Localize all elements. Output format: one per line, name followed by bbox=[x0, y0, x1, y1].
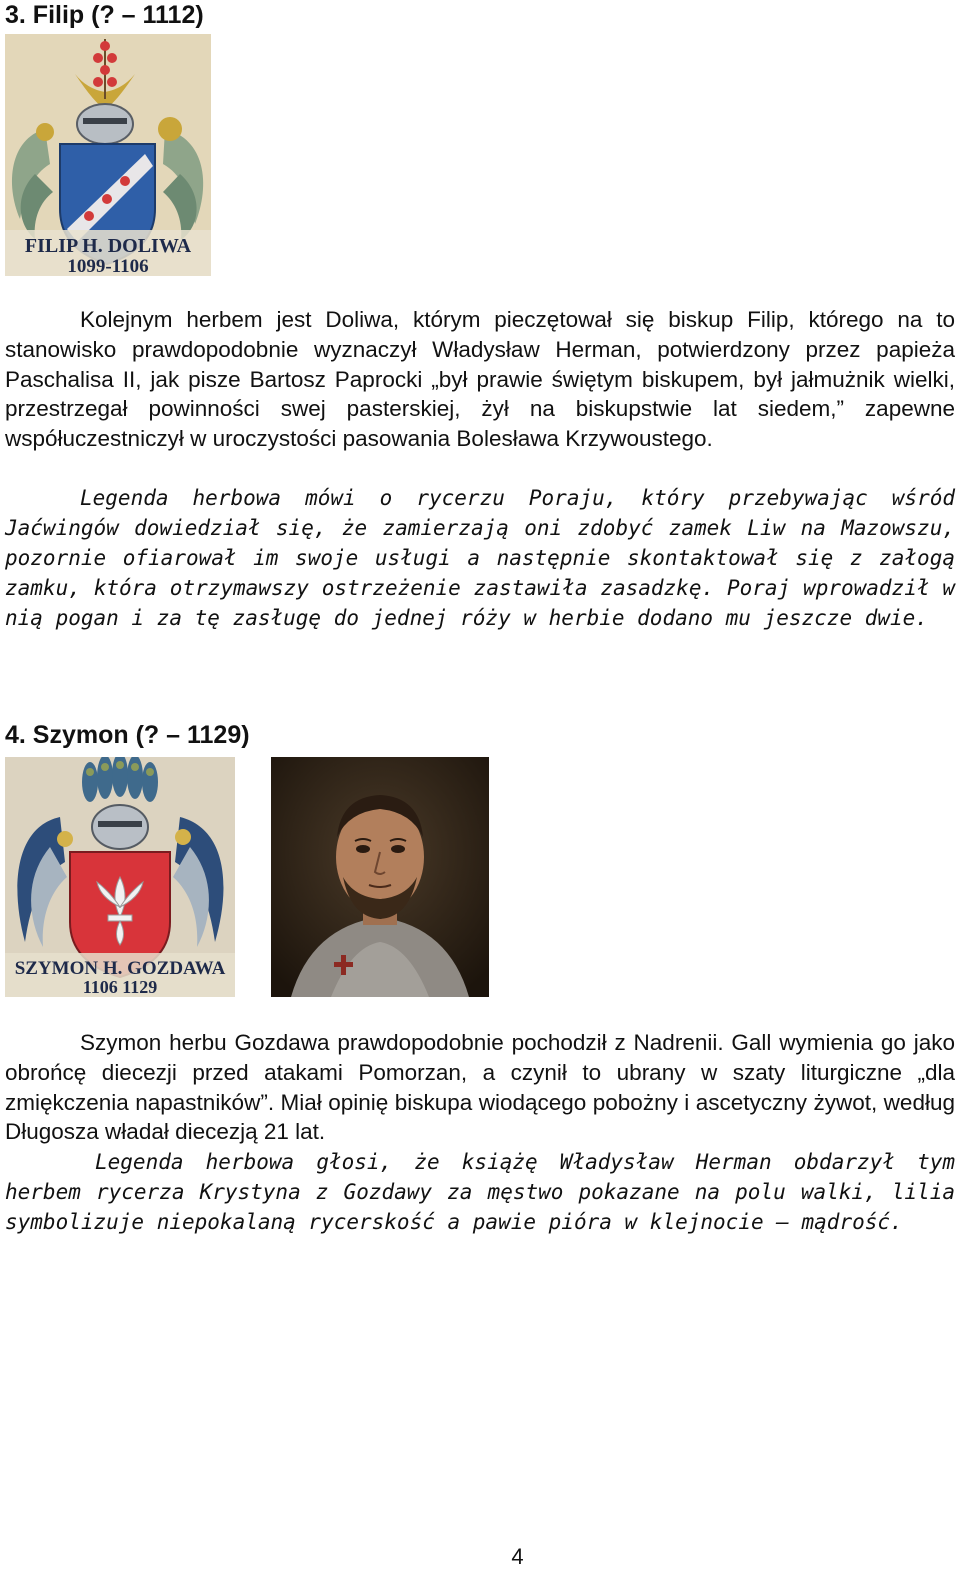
section-heading-szymon: 4. Szymon (? – 1129) bbox=[5, 721, 250, 749]
doliwa-crest-name: FILIP H. DOLIWA bbox=[24, 235, 192, 257]
szymon-portrait-drawing bbox=[271, 757, 489, 997]
gozdawa-coat-of-arms-image bbox=[5, 757, 235, 997]
section-heading-filip: 3. Filip (? – 1112) bbox=[5, 1, 204, 29]
gozdawa-crest-drawing bbox=[5, 757, 235, 997]
szymon-legend-paragraph: Legenda herbowa głosi, że książę Władysław Herman obdarzył tym herbem rycerza Krystyna z Gozdawy za męstwo pokazane na polu walki, lilia symbolizuje niepokalaną rycerskość a pawie pióra w klejnocie – mądrość. bbox=[5, 1150, 955, 1234]
gozdawa-crest-name: SZYMON H. GOZDAWA bbox=[14, 958, 226, 979]
filip-paragraph: Kolejnym herbem jest Doliwa, którym pieczętował się biskup Filip, którego na to stanowisko prawdopodobnie wyznaczył Władysław Herman, potwierdzony przez papieża Paschalisa II, jak pisze Bartosz Paprocki „był prawie świętym biskupem, był jałmużnik wielki, przestrzegał powinności swej pasterskiej, żył na biskupstwie lat siedem,” zapewne współuczestniczył w uroczystości pasowania Bolesława Krzywoustego. bbox=[5, 307, 955, 452]
szymon-portrait-image bbox=[271, 757, 489, 997]
doliwa-crest-drawing bbox=[5, 34, 211, 276]
doliwa-coat-of-arms-image bbox=[5, 34, 211, 276]
gozdawa-crest-years: 1106 1129 bbox=[82, 977, 158, 997]
filip-legend-paragraph: Legenda herbowa mówi o rycerzu Poraju, który przebywając wśród Jaćwingów dowiedział się, że zamierzają oni zdobyć zamek Liw na Mazowszu, pozornie ofiarował im swoje usługi a następnie skontaktował się z załogą zamku, która otrzymawszy ostrzeżenie zastawiła zasadzkę. Poraj wprowadził w nią pogan i za tę zasługę do jednej róży w herbie dodano mu jeszcze dwie. bbox=[5, 486, 955, 630]
doliwa-crest-years: 1099-1106 bbox=[67, 256, 149, 276]
szymon-paragraph: Szymon herbu Gozdawa prawdopodobnie pochodził z Nadrenii. Gall wymienia go jako obrońcę diecezji przed atakami Pomorzan, a czynił to ubrany w szaty liturgiczne „dla zmiękczenia napastników”. Miał opinię biskupa wiodącego pobożny i ascetyczny żywot, według Długosza władał diecezją 21 lat. bbox=[5, 1030, 955, 1145]
page-number: 4 bbox=[511, 1544, 524, 1569]
